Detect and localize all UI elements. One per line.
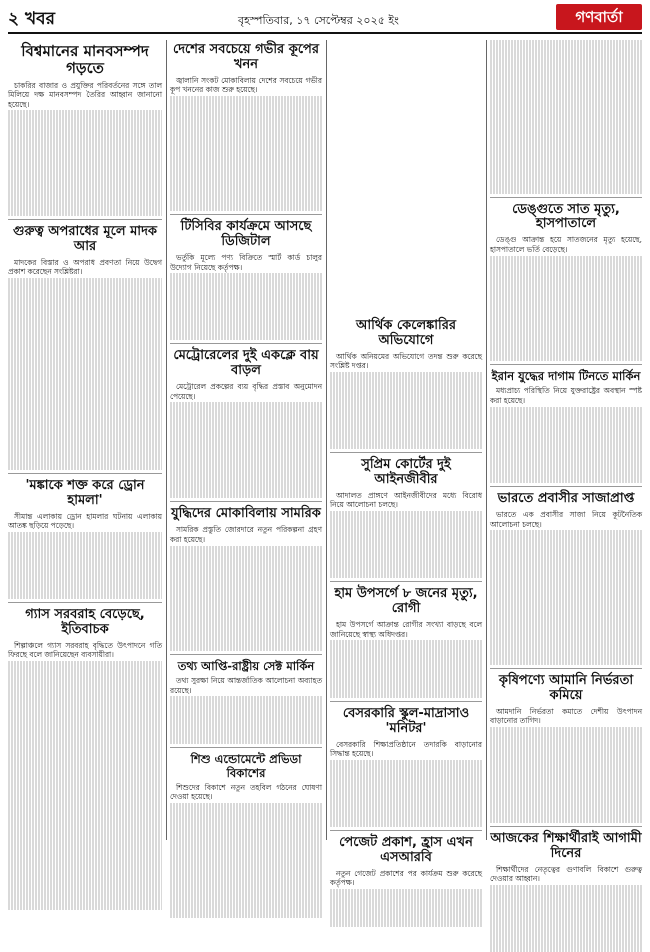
article-lead: শিল্পাঞ্চলে গ্যাস সরবরাহ বৃদ্ধিতে উৎপাদনে গতি ফিরছে বলে জানিয়েছেন ব্যবসায়ীরা।	[8, 640, 162, 660]
article	[330, 581, 482, 698]
article-body	[490, 865, 642, 952]
article	[490, 364, 642, 483]
column-divider	[166, 40, 167, 840]
page-header	[8, 4, 642, 34]
article	[330, 830, 482, 927]
article-body	[490, 510, 642, 665]
article-lead: ভারতে এক প্রবাসীর সাজা নিয়ে কূটনৈতিক আলোচনা চলছে।	[490, 510, 642, 529]
article-body	[8, 258, 162, 470]
headline: যুদ্ধিদের মোকাবিলায় সামরিক	[171, 506, 321, 522]
article-body	[490, 707, 642, 823]
article-lead: মেট্রোরেল প্রকল্পের ব্যয় বৃদ্ধির প্রস্তাব অনুমোদন পেয়েছে।	[170, 382, 322, 401]
article-lead: ভর্তুকি মূল্যে পণ্য বিক্রিতে স্মার্ট কার্ড চালুর উদ্যোগ নিয়েছে কর্তৃপক্ষ।	[170, 253, 322, 272]
article-lead: ডেঙ্গু আক্রান্ত হয়ে সাতজনের মৃত্যু হয়েছে, হাসপাতালে ভর্তি বেড়েছে।	[490, 235, 642, 254]
article-lead: আমদানি নির্ভরতা কমাতে দেশীয় উৎপাদন বাড়ানোর তাগিদ।	[490, 706, 642, 726]
article-continuation	[490, 40, 642, 194]
headline: হাম উপসর্গে ৮ জনের মৃত্যু, রোগী	[334, 586, 478, 616]
article-lead: মাদকের বিস্তার ও অপরাধ প্রবণতা নিয়ে উদ্বেগ প্রকাশ করেছেন সংশ্লিষ্টরা।	[8, 257, 162, 277]
headline: পেজেট প্রকাশ, হ্রাস এখন এসআরবি	[339, 834, 473, 865]
article-lead: জ্বালানি সংকট মোকাবিলায় দেশের সবচেয়ে গভীর কূপ খননের কাজ শুরু হয়েছে।	[170, 75, 322, 95]
article	[330, 701, 482, 827]
headline: শিশু এন্ডোমেন্টে প্রভিডা বিকাশের	[190, 752, 302, 780]
headline: ডেঙ্গুতে সাত মৃত্যু, হাসপাতালে	[512, 201, 620, 232]
article-body	[490, 386, 642, 483]
article-lead: মধ্যপ্রাচ্য পরিস্থিতি নিয়ে যুক্তরাষ্ট্রের অবস্থান স্পষ্ট করা হয়েছে।	[490, 386, 642, 405]
article-lead: নতুন গেজেট প্রকাশের পর কার্যক্রম শুরু করেছে কর্তৃপক্ষ।	[330, 868, 482, 888]
masthead-logo: গণবার্তা	[556, 4, 642, 30]
article-body	[330, 491, 482, 578]
article-lead: বেসরকারি শিক্ষাপ্রতিষ্ঠানে তদারকি বাড়ানোর সিদ্ধান্ত হয়েছে।	[330, 739, 482, 759]
article-lead: চাকরির বাজার ও প্রযুক্তির পরিবর্তনের সঙ্গে তাল মিলিয়ে দক্ষ মানবসম্পদ তৈরির আহ্বান জানানো হয়েছে।	[8, 80, 162, 109]
headline: ভারতে প্রবাসীর সাজাপ্রাপ্ত	[497, 491, 635, 507]
column-3	[330, 316, 482, 927]
article	[8, 219, 162, 470]
article	[8, 602, 162, 911]
headline: মেট্রোরেলের দুই একক্লে বায় বাড়ল	[173, 348, 319, 379]
article-body	[330, 352, 482, 449]
article	[330, 452, 482, 578]
article-body	[8, 81, 162, 216]
article-body	[170, 76, 322, 211]
article	[170, 501, 322, 651]
article-lead: শিশুদের বিকাশে নতুন তহবিল গঠনের ঘোষণা দেওয়া হয়েছে।	[170, 782, 322, 802]
headline: টিসিবির কার্যক্রমে আসছে ডিজিটাল	[180, 219, 312, 250]
column-4	[490, 40, 642, 952]
column-divider	[326, 40, 327, 840]
article	[490, 197, 642, 362]
article-lead: আর্থিক অনিয়মের অভিযোগে তদন্ত শুরু করেছে সংশ্লিষ্ট দপ্তর।	[330, 351, 482, 371]
article	[170, 43, 322, 211]
headline: সুপ্রিম কোর্টের দুই আইনজীবীর	[361, 456, 451, 487]
dateline: বৃহস্পতিবার, ১৭ সেপ্টেম্বর ২০২৫ ইং	[238, 14, 399, 27]
article	[8, 473, 162, 599]
article-body	[170, 382, 322, 498]
column-2	[170, 40, 322, 918]
headline: দেশের সবচেয়ে গভীর কূপের খনন	[172, 42, 320, 72]
headline: 'মঙ্কাকে শক্ত করে ড্রোন হামলা'	[25, 477, 145, 508]
article-lead: শিক্ষার্থীদের নেতৃত্বের গুণাবলি বিকাশে গুরুত্ব দেওয়ার আহ্বান।	[490, 864, 642, 884]
article	[170, 214, 322, 340]
article-body	[170, 783, 322, 918]
article-body	[330, 740, 482, 827]
headline: গ্যাস সরবরাহ বেড়েছে, ইতিবাচক	[25, 606, 145, 637]
article	[170, 747, 322, 918]
headline: তথ্য আপ্তি-রাষ্ট্রীয় সেক্ট মার্কিন	[177, 659, 315, 674]
headline: গুরুত্ব অপরাধের মূলে মাদক আর	[12, 223, 158, 254]
article-lead: সীমান্ত এলাকায় ড্রোন হামলার ঘটনায় এলাকায় আতঙ্ক ছড়িয়ে পড়েছে।	[8, 511, 162, 531]
article	[490, 486, 642, 664]
article-body	[170, 676, 322, 744]
article-body	[490, 235, 642, 361]
headline: কৃষিপণ্যে আমানি নির্ভরতা কমিয়ে	[498, 672, 634, 703]
column-1	[8, 40, 162, 910]
article-body	[170, 525, 322, 651]
article	[170, 343, 322, 498]
article-lead: আদালত প্রাঙ্গণে আইনজীবীদের মধ্যে বিরোধ নিয়ে আলোচনা চলছে।	[330, 490, 482, 510]
article	[330, 319, 482, 449]
article	[170, 654, 322, 744]
article	[490, 668, 642, 823]
headline: ইরান যুদ্ধের দাগাম টিনতে মার্কিন	[491, 369, 641, 384]
article-body	[330, 869, 482, 928]
article-body	[8, 641, 162, 911]
article-lead: সামরিক প্রস্তুতি জোরদারে নতুন পরিকল্পনা গ্রহণ করা হয়েছে।	[170, 525, 322, 544]
article	[490, 826, 642, 952]
headline: আর্থিক কেলেঙ্কারির অভিযোগে	[355, 318, 457, 348]
article-lead: হাম উপসর্গে আক্রান্ত রোগীর সংখ্যা বাড়ছে বলে জানিয়েছে স্বাস্থ্য অধিদপ্তর।	[330, 619, 482, 639]
page-number: ২ খবর	[8, 9, 55, 29]
article-body	[170, 253, 322, 340]
headline: আজকের শিক্ষার্থীরাই আগামী দিনের	[490, 830, 642, 861]
article-body	[330, 620, 482, 698]
article-body	[8, 512, 162, 599]
headline: বিশ্বমানের মানবসম্পদ গড়তে	[21, 42, 149, 78]
column-divider	[486, 40, 487, 840]
headline: বেসরকারি স্কুল-মাদ্রাসাও 'মনিটর'	[342, 705, 470, 736]
article	[8, 43, 162, 216]
article-lead: তথ্য সুরক্ষা নিয়ে আন্তর্জাতিক আলোচনা অব্যাহত রয়েছে।	[170, 676, 322, 695]
